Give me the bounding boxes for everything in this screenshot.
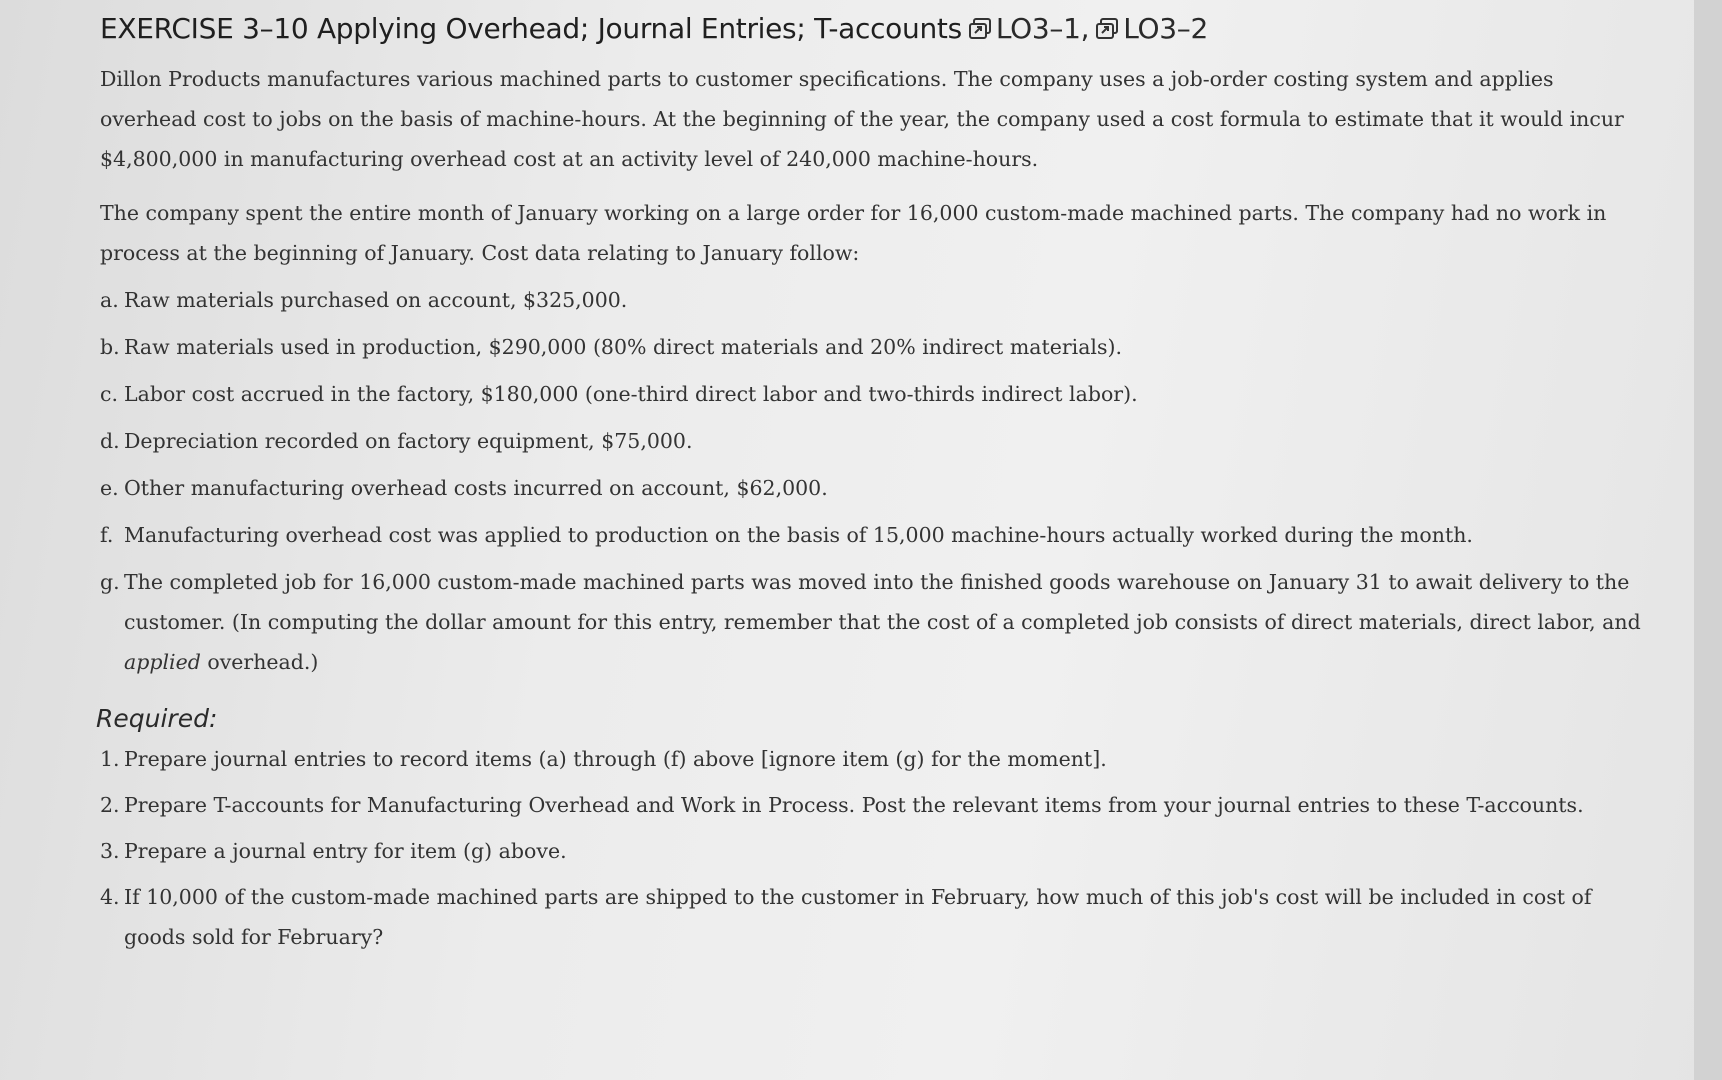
- list-item-text: Raw materials used in production, $290,000 (80% direct materials and 20% indirect materials).: [124, 335, 1123, 359]
- list-marker: c.: [100, 382, 118, 406]
- list-marker: 1.: [100, 747, 120, 771]
- list-marker: 4.: [100, 885, 120, 909]
- list-marker: 3.: [100, 839, 120, 863]
- list-item-b: [100, 327, 1652, 367]
- emphasized-word: applied: [124, 650, 201, 674]
- list-marker: f.: [100, 523, 114, 547]
- list-marker: g.: [100, 570, 120, 594]
- list-marker: a.: [100, 288, 119, 312]
- required-item-text: Prepare journal entries to record items (a) through (f) above [ignore item (g) for the moment].: [124, 747, 1107, 771]
- exercise-title: [100, 12, 1652, 45]
- list-item-text: Other manufacturing overhead costs incurred on account, $62,000.: [124, 476, 828, 500]
- intro-paragraph: Dillon Products manufactures various machined parts to customer specifications. The company uses a job-order costing system and applies overhead cost to jobs on the basis of machine-hours. At the beginning of the year, the company used a cost formula to estimate that it would incur $4,800,000 in manufacturing overhead cost at an activity level of 240,000 machine-hours.: [100, 67, 1624, 171]
- required-item-3: [100, 831, 1652, 871]
- required-heading: Required:: [96, 704, 218, 733]
- list-item-text: Depreciation recorded on factory equipment, $75,000.: [124, 429, 693, 453]
- exercise-body: [96, 59, 1652, 957]
- list-item-e: [100, 468, 1652, 508]
- exercise-title-text: EXERCISE 3–10 Applying Overhead; Journal Entries; T-accounts: [100, 12, 962, 45]
- list-item-text: Labor cost accrued in the factory, $180,000 (one-third direct labor and two-thirds indirect labor).: [124, 382, 1138, 406]
- learning-objective-lo3-1[interactable]: LO3–1,: [995, 12, 1090, 45]
- list-item-a: [100, 280, 1652, 320]
- list-item-c: [100, 374, 1652, 414]
- list-item-text-part: overhead.): [200, 650, 319, 674]
- list-marker: 2.: [100, 793, 120, 817]
- january-paragraph: The company spent the entire month of January working on a large order for 16,000 custom-made machined parts. The company had no work in process at the beginning of January. Cost data relating to January follow:: [100, 201, 1607, 265]
- list-item-d: [100, 421, 1652, 461]
- list-item-text-part: The completed job for 16,000 custom-made machined parts was moved into the finished goods warehouse on January 31 to await delivery to the customer. (In computing the dollar amount for this entry, remember that the cost of a completed job consists of direct materials, direct labor, and: [124, 570, 1641, 634]
- learning-objective-icon[interactable]: [1095, 18, 1119, 40]
- required-item-text: If 10,000 of the custom-made machined parts are shipped to the customer in February, how much of this job's cost will be included in cost of goods sold for February?: [124, 885, 1592, 949]
- required-item-2: [100, 785, 1652, 825]
- learning-objective-lo3-2[interactable]: LO3–2: [1123, 12, 1209, 45]
- required-item-text: Prepare T-accounts for Manufacturing Overhead and Work in Process. Post the relevant items from your journal entries to these T-accounts.: [124, 793, 1584, 817]
- list-item-f: [100, 515, 1652, 555]
- list-marker: b.: [100, 335, 120, 359]
- required-item-1: [100, 739, 1652, 779]
- list-item-text: Raw materials purchased on account, $325,000.: [124, 288, 628, 312]
- required-list: [100, 739, 1652, 957]
- required-item-text: Prepare a journal entry for item (g) above.: [124, 839, 567, 863]
- list-item-text: Manufacturing overhead cost was applied to production on the basis of 15,000 machine-hours actually worked during the month.: [124, 523, 1473, 547]
- list-item-text: [124, 562, 1652, 682]
- list-marker: d.: [100, 429, 120, 453]
- learning-objective-icon[interactable]: [968, 18, 992, 40]
- cost-data-list: [100, 280, 1652, 682]
- required-item-4: [100, 877, 1652, 957]
- list-item-g: [100, 562, 1652, 682]
- list-marker: e.: [100, 476, 119, 500]
